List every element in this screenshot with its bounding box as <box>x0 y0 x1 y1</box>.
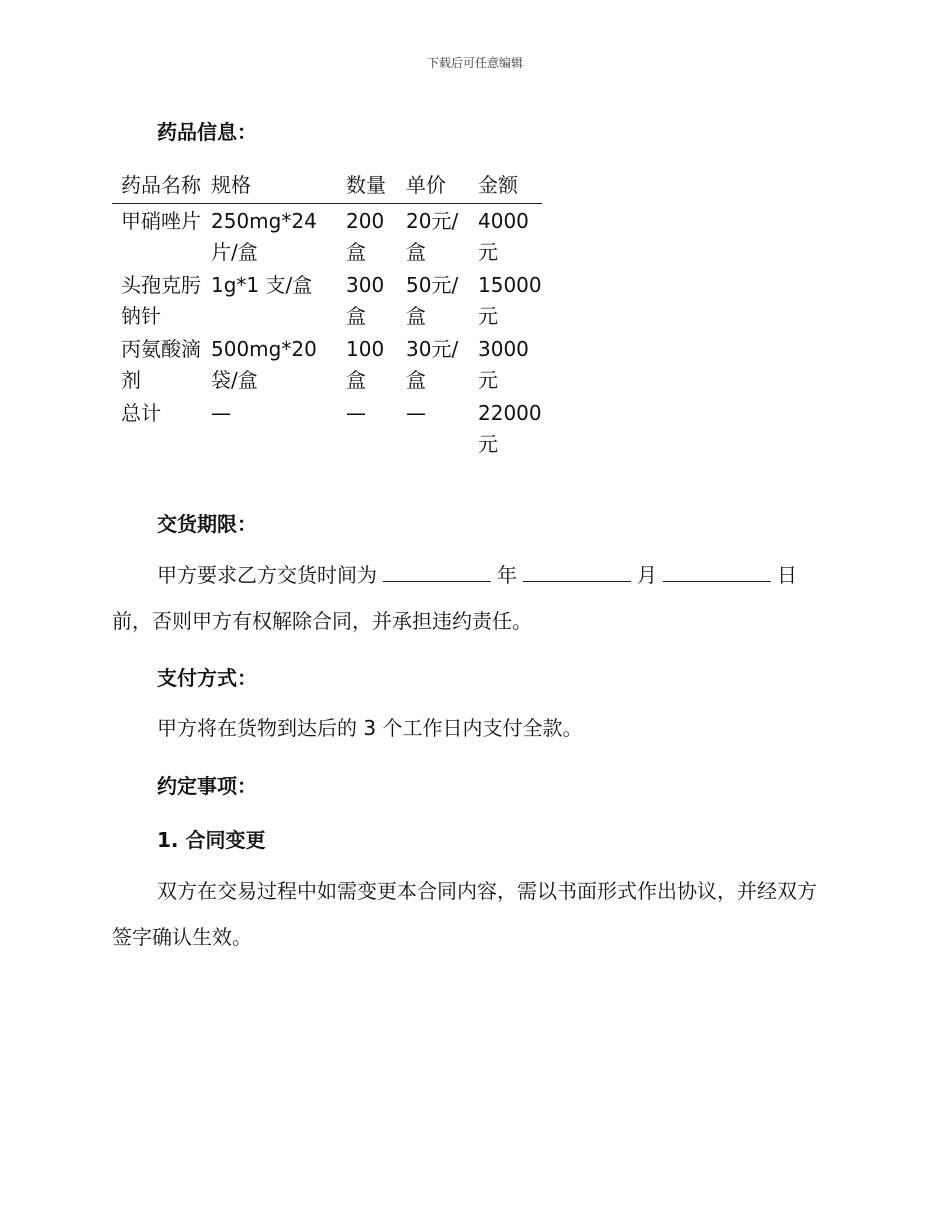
cell-spec: — <box>211 401 231 425</box>
payment-paragraph <box>112 705 832 751</box>
table-row <box>112 332 542 396</box>
drug-table <box>112 170 542 460</box>
table-header-row <box>112 170 542 204</box>
day-blank <box>663 563 771 582</box>
terms-heading: 约定事项： <box>157 774 257 798</box>
cell-amount: 3000元 <box>478 337 529 392</box>
cell-name: 丙氨酸滴剂 <box>121 337 201 392</box>
term-1-title: 1. 合同变更 <box>157 828 266 852</box>
page-header-note: 下载后可任意编辑 <box>426 56 523 70</box>
payment-text: 甲方将在货物到达后的 3 个工作日内支付全款。 <box>157 716 583 740</box>
delivery-paragraph <box>112 552 832 644</box>
cell-price: 50元/盒 <box>406 273 459 328</box>
table-row <box>112 204 542 269</box>
col-header-amount: 金额 <box>478 173 518 197</box>
cell-qty: 200盒 <box>346 209 385 264</box>
cell-qty: — <box>346 401 366 425</box>
table-row <box>112 268 542 332</box>
day-label: 日 <box>777 563 797 587</box>
cell-spec: 1g*1 支/盒 <box>211 273 313 297</box>
term-1-text: 双方在交易过程中如需变更本合同内容，需以书面形式作出协议，并经双方签字确认生效。 <box>112 879 817 949</box>
col-header-spec: 规格 <box>211 173 251 197</box>
cell-spec: 500mg*20袋/盒 <box>211 337 317 392</box>
col-header-price: 单价 <box>406 173 446 197</box>
delivery-heading: 交货期限： <box>157 512 257 536</box>
year-label: 年 <box>497 563 517 587</box>
delivery-text-after: 前，否则甲方有权解除合同，并承担违约责任。 <box>112 609 532 633</box>
payment-heading: 支付方式： <box>157 666 257 690</box>
month-blank <box>523 563 631 582</box>
col-header-qty: 数量 <box>346 173 386 197</box>
drug-info-heading: 药品信息： <box>157 120 257 144</box>
cell-amount: 4000元 <box>478 209 529 264</box>
table-total-row <box>112 396 542 460</box>
year-blank <box>383 563 491 582</box>
cell-price: 30元/盒 <box>406 337 459 392</box>
cell-price: — <box>406 401 426 425</box>
term-1-paragraph <box>112 868 832 960</box>
cell-amount: 22000元 <box>478 401 542 456</box>
cell-price: 20元/盒 <box>406 209 459 264</box>
cell-name: 头孢克肟钠针 <box>121 273 201 328</box>
month-label: 月 <box>637 563 657 587</box>
cell-spec: 250mg*24片/盒 <box>211 209 317 264</box>
col-header-name: 药品名称 <box>121 173 201 197</box>
cell-qty: 300盒 <box>346 273 385 328</box>
cell-qty: 100盒 <box>346 337 385 392</box>
delivery-text-before: 甲方要求乙方交货时间为 <box>157 563 377 587</box>
cell-amount: 15000元 <box>478 273 542 328</box>
cell-name: 甲硝唑片 <box>121 209 201 233</box>
cell-name: 总计 <box>121 401 161 425</box>
